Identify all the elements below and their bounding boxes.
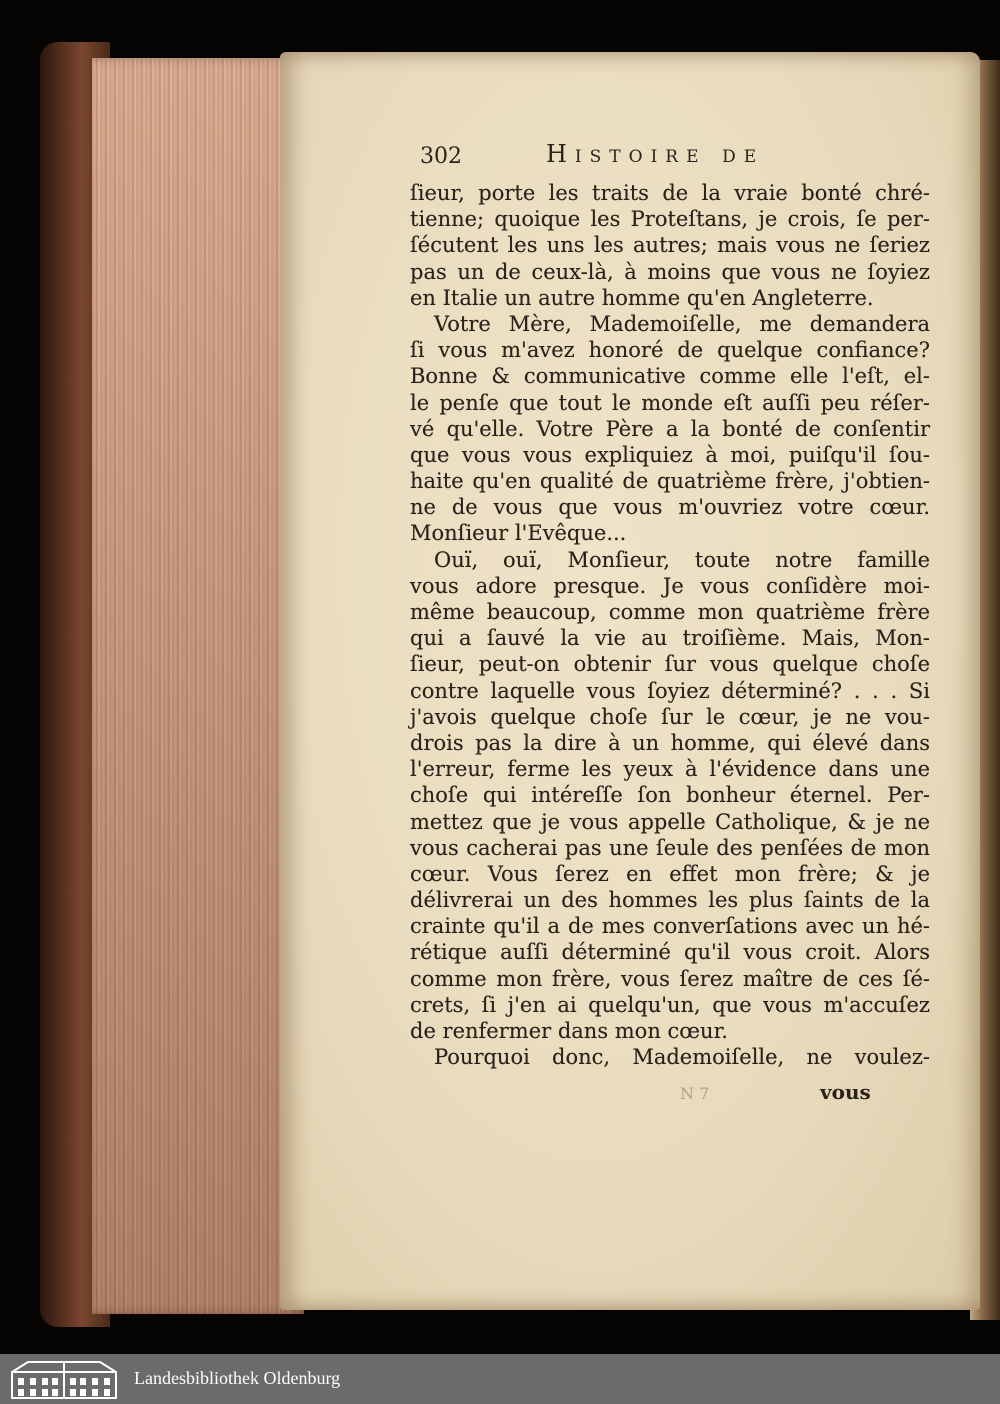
text-line: cœur. Vous ſerez en effet mon frère; & je	[410, 861, 930, 886]
text-line: crets, ſi j'en ai quelqu'un, que vous m'accuſez	[410, 992, 930, 1017]
text-line: que vous vous expliquiez à moi, puiſqu'il ſou-	[410, 442, 930, 467]
page-number: 302	[420, 144, 462, 169]
catchword: vous	[820, 1080, 871, 1104]
text-line: ſi vous m'avez honoré de quelque confiance?	[410, 338, 930, 363]
text-line: même beaucoup, comme mon quatrième frère	[410, 600, 930, 624]
text-line: contre laquelle vous ſoyiez déterminé? . . . Si	[410, 678, 930, 703]
text-line: vous adore presque. Je vous conſidère moi-	[410, 573, 930, 598]
text-line: haite qu'en qualité de quatrième frère, j'obtien-	[410, 469, 930, 494]
text-line: en Italie un autre homme qu'en Angleterre.	[410, 285, 874, 310]
text-line: rétique auſſi déterminé qu'il vous croit. Alors	[410, 940, 930, 965]
signature-mark: N 7	[680, 1084, 710, 1103]
text-line: mettez que je vous appelle Catholique, & je ne	[410, 809, 930, 834]
running-head	[420, 140, 840, 176]
library-building-icon	[8, 1358, 120, 1400]
text-line: tienne; quoique les Proteſtans, je crois, ſe per-	[410, 207, 930, 232]
text-line: Pourquoi donc, Mademoiſelle, ne voulez-	[434, 1045, 930, 1070]
text-line: l'erreur, ferme les yeux à l'évidence dans une	[410, 757, 930, 782]
page-edges	[92, 58, 304, 1314]
text-line: Ouï, ouï, Monſieur, toute notre famille	[434, 547, 930, 572]
text-line: vé qu'elle. Votre Père a la bonté de conſentir	[410, 416, 930, 441]
text-line: Bonne & communicative comme elle l'eſt, el-	[410, 364, 930, 389]
text-line: ſieur, peut-on obtenir ſur vous quelque choſe	[410, 652, 930, 677]
text-line: pas un de ceux-là, à moins que vous ne ſoyiez	[410, 259, 930, 284]
library-name: Landesbibliothek Oldenburg	[134, 1368, 341, 1388]
running-title: Histoire de	[546, 140, 765, 168]
text-line: Monſieur l'Evêque...	[410, 521, 627, 546]
text-line: Votre Mère, Mademoiſelle, me demandera	[434, 311, 930, 336]
text-line: de renfermer dans mon cœur.	[410, 1019, 728, 1043]
text-line: vous cacherai pas une ſeule des penſées de mon	[410, 835, 930, 860]
page-body-text	[410, 180, 930, 1070]
text-line: ne de vous que vous m'ouvriez votre cœur.	[410, 495, 930, 520]
text-line: choſe qui intéreſſe ſon bonheur éternel. Per-	[410, 783, 930, 808]
text-line: j'avois quelque choſe ſur le cœur, je ne vou-	[410, 704, 930, 729]
text-line: le penſe que tout le monde eſt auſſi peu réſer-	[410, 390, 930, 415]
text-line: ſécutent les uns les autres; mais vous ne ſeriez	[410, 233, 930, 258]
text-line: ſieur, porte les traits de la vraie bonté chré-	[410, 181, 930, 205]
footer-bar	[0, 1354, 1000, 1404]
text-line: délivrerai un des hommes les plus ſaints de la	[410, 888, 930, 913]
text-line: comme mon frère, vous ſerez maître de ces ſé-	[410, 966, 930, 991]
text-line: drois pas la dire à un homme, qui élevé dans	[410, 730, 930, 755]
text-line: crainte qu'il a de mes converſations avec un hé-	[410, 914, 930, 939]
text-line: qui a ſauvé la vie au troiſième. Mais, Mon-	[410, 626, 930, 651]
